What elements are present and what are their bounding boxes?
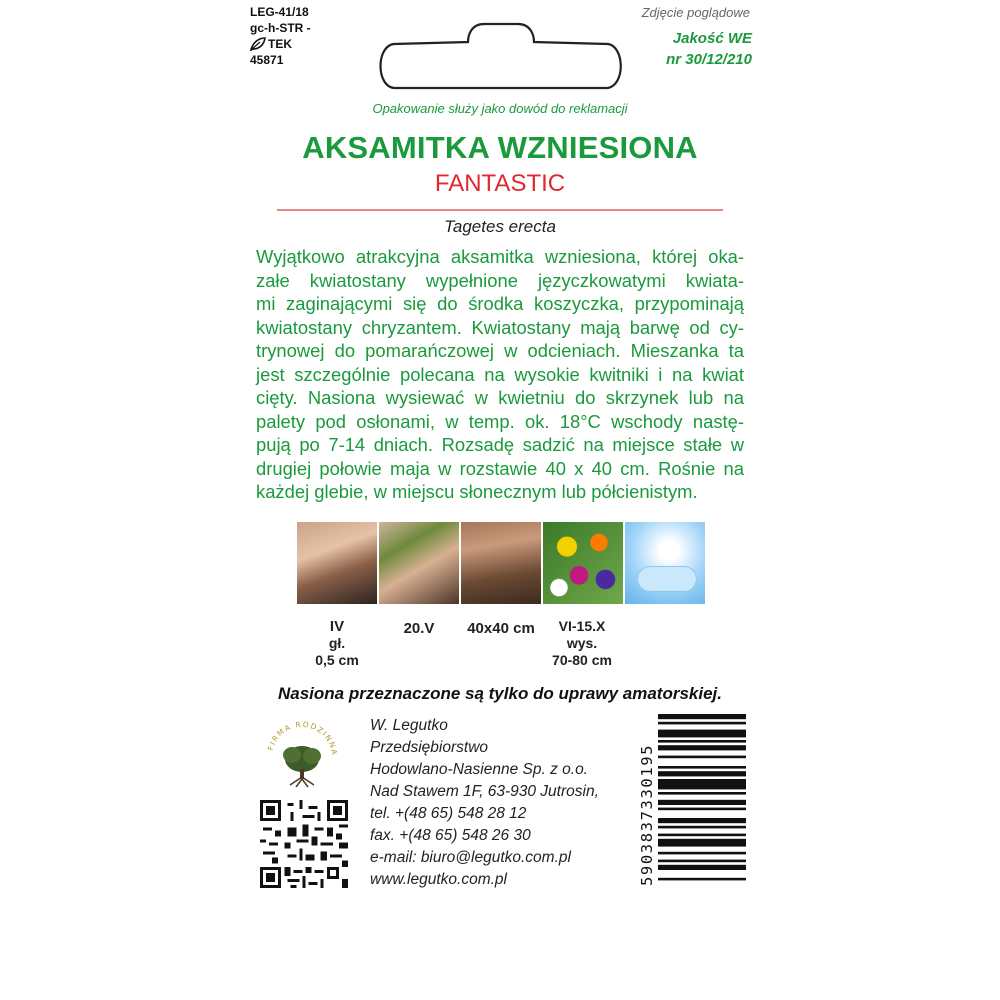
barcode [628, 710, 748, 890]
description-line: drugiej połowie maja w rozstawie 40 x 40 cm. Rośnie na [256, 457, 744, 479]
description-line: cięty. Nasiona wysiewać w kwietniu do skrzynek lub na [256, 387, 744, 408]
barcode-bar [658, 852, 746, 855]
barcode-bar [658, 808, 746, 811]
company-website: www.legutko.com.pl [370, 871, 507, 888]
company-type: Przedsiębiorstwo [370, 739, 489, 756]
description-line: pują po 7-14 dniach. Rozsadę sadzić na miejsce stałe w [256, 434, 744, 455]
barcode-bar [658, 779, 746, 789]
barcode-bar [658, 860, 746, 863]
barcode-bar [658, 826, 746, 829]
company-legal-name: Hodowlano-Nasienne Sp. z o.o. [370, 761, 588, 778]
description-line: załe kwiatostany wypełnione języczkowatymi kwiata- [256, 269, 744, 291]
sun-icon [625, 522, 705, 604]
planting-date: 20.V [403, 620, 435, 637]
planting-date-label [379, 620, 459, 637]
description-line: każdej glebie, w miejscu słonecznym lub półcienistym. [256, 481, 698, 502]
logo-text: FIRMA RODZINNA [265, 719, 340, 757]
company-address [370, 715, 599, 891]
code-line: gc-h-STR - [250, 21, 311, 35]
variety-name: FANTASTIC [434, 170, 566, 197]
cloud-icon [637, 566, 697, 592]
description-line: mi zaginającymi się do środka koszyczka, przypominają [256, 293, 744, 314]
barcode-bar [658, 766, 746, 769]
company-phone: tel. +(48 65) 548 28 12 [370, 805, 527, 822]
company-name: W. Legutko [370, 717, 448, 734]
barcode-digits: 5903837330195 [638, 743, 656, 886]
barcode-bar [658, 792, 746, 795]
description-line: palety pod osłonami, w temp. ok. 18°C wschody nastę- [256, 410, 744, 432]
sowing-depth-label: gł. [328, 635, 346, 651]
seedling-photo [379, 522, 459, 604]
barcode-bar [658, 714, 746, 719]
description-line: kwiatostany chryzantem. Kwiatostany mają barwę od cy- [256, 316, 744, 338]
spacing-label [461, 620, 541, 637]
complaint-note: Opakowanie służy jako dowód do reklamacji [372, 101, 628, 116]
quality-line: Jakość WE [672, 30, 752, 47]
code-line: LEG-41/18 [250, 5, 309, 19]
height: 70-80 cm [552, 652, 612, 668]
quality-number: nr 30/12/210 [666, 51, 752, 68]
company-email: e-mail: biuro@legutko.com.pl [370, 849, 571, 866]
description-line: Wyjątkowo atrakcyjna aksamitka wzniesiona, której oka- [256, 246, 744, 267]
barcode-bar [658, 818, 746, 823]
sowing-depth: 0,5 cm [315, 652, 359, 668]
cultivation-photos [297, 522, 705, 604]
product-name: AKSAMITKA WZNIESIONA [302, 130, 698, 165]
flowering-period: VI-15.X [558, 618, 606, 634]
tek-label: TEK [268, 37, 292, 51]
height-label: wys. [566, 635, 598, 651]
barcode-bar [658, 740, 746, 743]
barcode-bar [658, 745, 746, 750]
quality-label [666, 28, 752, 70]
flowering-label [540, 618, 624, 669]
photo-note: Zdjęcie poglądowe [641, 5, 750, 20]
family-company-logo [262, 715, 342, 795]
product-codes [250, 4, 311, 68]
sowing-photo [297, 522, 377, 604]
description-line: jest szczególnie polecana na wysokie kwitniki i na kwiat [256, 363, 744, 385]
hang-hole-outline [372, 16, 630, 96]
barcode-bar [658, 756, 746, 759]
tek-mark [250, 36, 311, 52]
sowing-month: IV [329, 618, 345, 635]
flowers-photo [543, 522, 623, 604]
barcode-bar [658, 878, 746, 881]
latin-name: Tagetes erecta [444, 217, 556, 236]
barcode-bar [658, 865, 746, 870]
divider [277, 209, 723, 211]
sowing-label [297, 618, 377, 669]
barcode-bar [658, 839, 746, 847]
leaf-icon [250, 37, 266, 51]
barcode-bar [658, 771, 746, 776]
planting-photo [461, 522, 541, 604]
company-street: Nad Stawem 1F, 63-930 Jutrosin, [370, 783, 599, 800]
description [256, 245, 744, 504]
barcode-bar [658, 722, 746, 725]
code-number: 45871 [250, 53, 284, 67]
description-line: trynowej do pomarańczowej w odcieniach. Mieszanka ta [256, 340, 744, 361]
barcode-bar [658, 730, 746, 738]
qr-code [260, 800, 348, 888]
company-fax: fax. +(48 65) 548 26 30 [370, 827, 531, 844]
spacing: 40x40 cm [467, 620, 535, 637]
amateur-note: Nasiona przeznaczone są tylko do uprawy amatorskiej. [277, 684, 723, 703]
barcode-bar [658, 800, 746, 805]
barcode-bar [658, 834, 746, 837]
